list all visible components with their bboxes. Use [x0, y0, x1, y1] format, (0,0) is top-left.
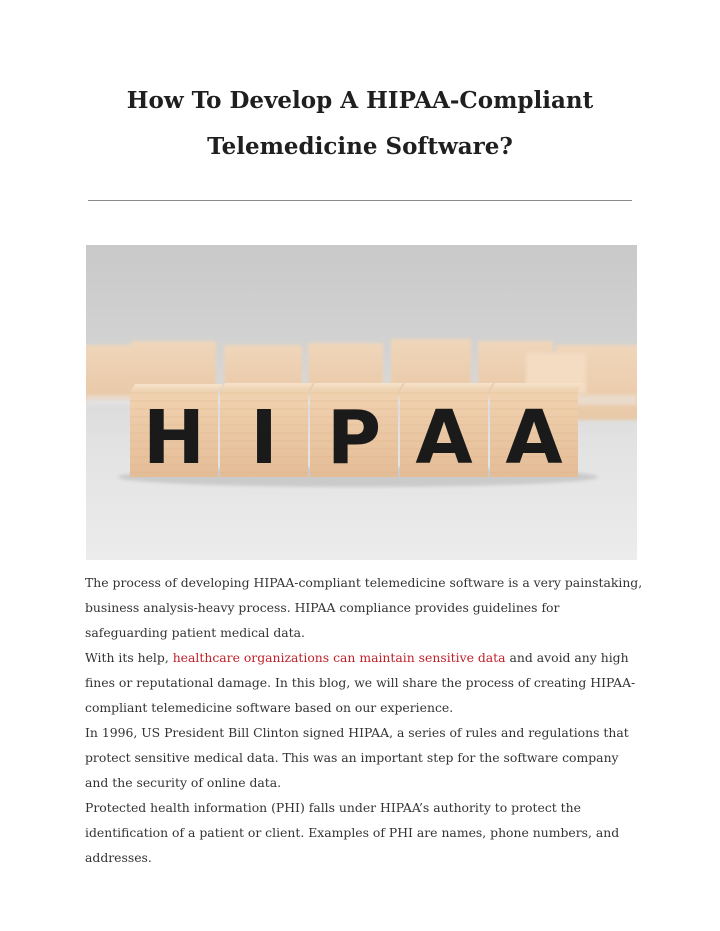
title-line-2: Telemedicine Software?	[207, 133, 513, 160]
block-i	[220, 383, 313, 481]
block-a1	[400, 383, 493, 481]
paragraph-4: Protected health information (PHI) falls under HIPAA’s authority to protect the identification of a patient or client. Examples of PHI are names, phone numbers, and addresses.	[85, 800, 620, 865]
hipaa-blocks-photo-icon	[86, 245, 637, 560]
paragraph-3: In 1996, US President Bill Clinton signed HIPAA, a series of rules and regulations that protect sensitive medical data. This was an important step for the software company and the security of online data.	[85, 725, 629, 790]
block-letter-i: I	[250, 395, 278, 481]
title-divider	[88, 200, 632, 201]
paragraph-2-start: With its help,	[85, 650, 173, 665]
paragraph-2	[85, 645, 645, 720]
front-blocks	[130, 383, 583, 481]
block-letter-a2: A	[505, 395, 563, 481]
title-line-1: How To Develop A HIPAA-Compliant	[126, 87, 594, 114]
block-p	[310, 383, 403, 481]
hipaa-blocks-image	[86, 245, 637, 560]
article-title	[0, 78, 720, 170]
block-letter-p: P	[326, 395, 382, 481]
article-body	[85, 570, 645, 870]
block-a2	[490, 383, 583, 481]
paragraph-2-end: and avoid any high fines or reputational damage. In this blog, we will share the process of creating HIPAA-compliant telemedicine software based on our experience.	[85, 650, 636, 715]
block-letter-h: H	[143, 395, 205, 481]
block-h	[130, 384, 223, 481]
block-letter-a1: A	[415, 395, 473, 481]
sensitive-data-link[interactable]: healthcare organizations can maintain sensitive data	[172, 650, 506, 665]
paragraph-1: The process of developing HIPAA-compliant telemedicine software is a very painstaking, business analysis-heavy process. HIPAA compliance provides guidelines for safeguarding patient medical data.	[85, 575, 643, 640]
